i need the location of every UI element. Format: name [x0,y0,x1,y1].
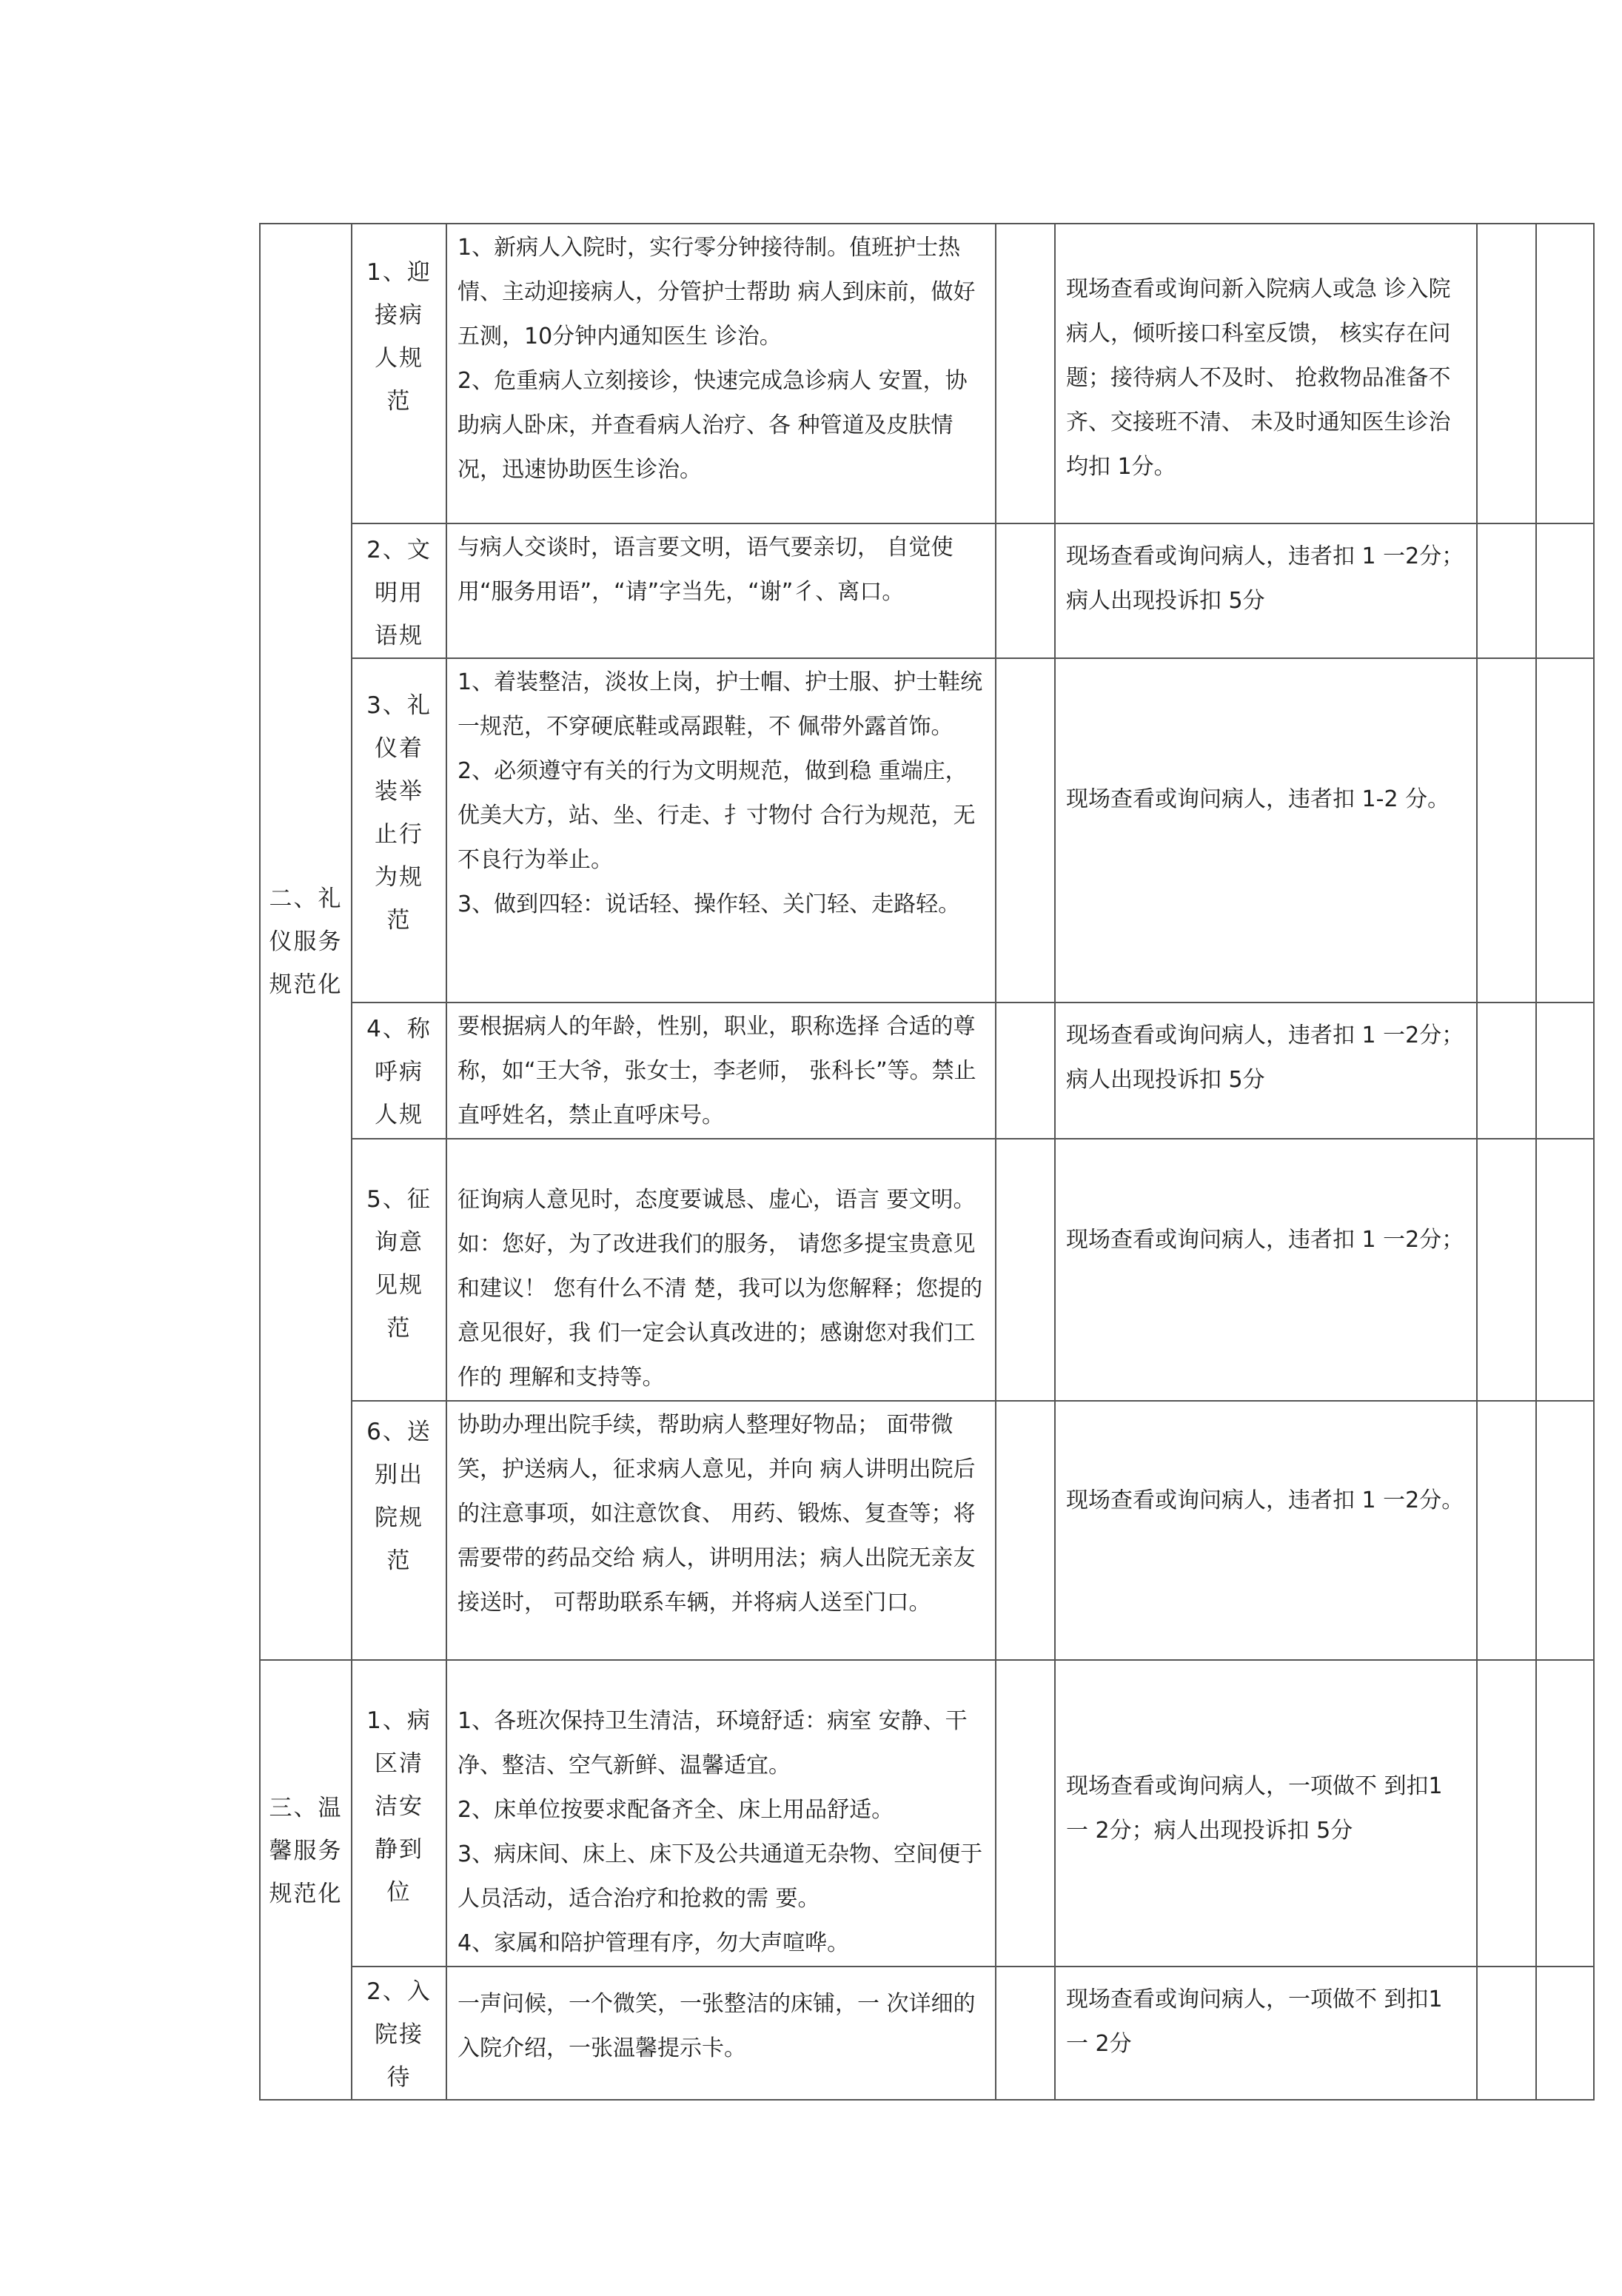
blank-cell [996,658,1055,1003]
table-row [260,1401,1594,1660]
standard-cell [446,224,996,523]
category-label: 三、温馨服务规范化 [269,1795,343,1907]
table-row [260,1003,1594,1139]
item-name-cell [352,523,446,658]
score-cell [1477,1401,1536,1660]
standard-cell [446,658,996,1003]
criteria-cell [1055,658,1477,1003]
standard-text: 征询病人意见时，态度要诚恳、虚心，语言 要文明。如：您好，为了改进我们的服务， 请您多提宝贵意见和建议！ 您有什么不清 楚，我可以为您解释；您提的意见很好，我 们一定会认真改进的；感谢您对我们工作的 理解和支持等。 [458,1187,983,1390]
standard-text: 一声问候，一个微笑，一张整洁的床铺，一 次详细的入院介绍，一张温馨提示卡。 [458,1991,976,2061]
criteria-cell [1055,224,1477,523]
standard-cell [446,1003,996,1139]
score-cell [1477,658,1536,1003]
score-cell [1477,1003,1536,1139]
remark-cell [1536,1967,1594,2100]
criteria-text: 现场查看或询问病人，违者扣 1 一2分； [1066,1227,1464,1253]
standard-text: 4、家属和陪护管理有序，勿大声喧哗。 [458,1930,850,1956]
criteria-text: 现场查看或询问新入院病人或急 诊入院病人，倾听接口科室反馈， 核实存在问题；接待病人不及时、 抢救物品准备不齐、交接班不清、 未及时通知医生诊治均扣 1分。 [1066,276,1451,480]
remark-cell [1536,523,1594,658]
score-cell [1477,1139,1536,1401]
item-name: 1、迎接病人规范 [366,259,432,415]
standard-cell [446,1967,996,2100]
remark-cell [1536,1401,1594,1660]
table-row [260,224,1594,523]
standard-text: 1、各班次保持卫生清洁，环境舒适：病室 安静、干净、整洁、空气新鲜、温馨适宜。 [458,1708,968,1778]
criteria-text: 现场查看或询问病人，违者扣 1 一2分；病人出现投诉扣 5分 [1066,1023,1464,1093]
standard-text: 协助办理出院手续，帮助病人整理好物品； 面带微笑，护送病人，征求病人意见，并向 病人讲明出院后的注意事项，如注意饮食、 用药、锻炼、复查等；将需要带的药品交给 病人，讲明用法；病人出院无亲友接送时， 可帮助联系车辆，并将病人送至门口。 [458,1412,976,1616]
item-name-cell [352,1401,446,1660]
item-name: 4、称呼病人规 [366,1016,432,1128]
table-row [260,523,1594,658]
blank-cell [996,523,1055,658]
table-row [260,1139,1594,1401]
table-row [260,1967,1594,2100]
item-name-cell [352,658,446,1003]
item-name: 3、礼仪着装举止行为规范 [366,692,432,934]
item-name-cell [352,224,446,523]
standard-text: 1、新病人入院时，实行零分钟接待制。值班护士热情、主动迎接病人，分管护士帮助 病人到床前，做好五测，10分钟内通知医生 诊治。 [458,235,976,349]
criteria-text: 现场查看或询问病人，违者扣 1 一2分。 [1066,1487,1464,1513]
category-label: 二、礼仪服务规范化 [269,886,343,998]
score-cell [1477,224,1536,523]
table-row [260,658,1594,1003]
criteria-cell [1055,1660,1477,1967]
remark-cell [1536,224,1594,523]
evaluation-table [259,223,1595,2101]
standard-text: 3、病床间、床上、床下及公共通道无杂物、空间便于人员活动，适合治疗和抢救的需 要。 [458,1841,983,1912]
category-cell [260,1660,352,2100]
score-cell [1477,1967,1536,2100]
item-name: 2、入院接待 [366,1978,432,2091]
standard-cell [446,1139,996,1401]
item-name: 5、征询意见规范 [366,1186,432,1342]
remark-cell [1536,658,1594,1003]
criteria-text: 现场查看或询问病人，违者扣 1-2 分。 [1066,786,1450,812]
blank-cell [996,1660,1055,1967]
standard-cell [446,523,996,658]
standard-text: 2、必须遵守有关的行为文明规范，做到稳 重端庄，优美大方，站、坐、行走、扌寸物付 合行为规范，无不良行为举止。 [458,758,976,873]
criteria-cell [1055,1139,1477,1401]
blank-cell [996,1003,1055,1139]
item-name: 2、文明用语规 [366,537,432,649]
item-name-cell [352,1139,446,1401]
item-name: 6、送别出院规范 [366,1419,432,1574]
score-cell [1477,523,1536,658]
standard-text: 要根据病人的年龄，性别，职业，职称选择 合适的尊称，如“王大爷，张女士，李老师， 张科长”等。禁止直呼姓名，禁止直呼床号。 [458,1014,976,1128]
criteria-text: 现场查看或询问病人，违者扣 1 一2分；病人出现投诉扣 5分 [1066,543,1464,614]
category-cell [260,224,352,1660]
criteria-text: 现场查看或询问病人，一项做不 到扣1 一 2分；病人出现投诉扣 5分 [1066,1773,1443,1844]
criteria-cell [1055,1003,1477,1139]
item-name-cell [352,1660,446,1967]
blank-cell [996,1967,1055,2100]
item-name: 1、病区清洁安静到位 [366,1707,432,1906]
blank-cell [996,1401,1055,1660]
criteria-text: 现场查看或询问病人，一项做不 到扣1 一 2分 [1066,1987,1443,2057]
standard-text: 2、床单位按要求配备齐全、床上用品舒适。 [458,1797,894,1823]
blank-cell [996,1139,1055,1401]
criteria-cell [1055,1967,1477,2100]
remark-cell [1536,1660,1594,1967]
standard-text: 2、危重病人立刻接诊，快速完成急诊病人 安置，协助病人卧床，并查看病人治疗、各 种管道及皮肤情况，迅速协助医生诊治。 [458,368,968,483]
item-name-cell [352,1967,446,2100]
standard-cell [446,1401,996,1660]
remark-cell [1536,1139,1594,1401]
blank-cell [996,224,1055,523]
standard-cell [446,1660,996,1967]
score-cell [1477,1660,1536,1967]
criteria-cell [1055,1401,1477,1660]
item-name-cell [352,1003,446,1139]
standard-text: 1、着装整洁，淡妆上岗，护士帽、护士服、护士鞋统一规范，不穿硬底鞋或鬲跟鞋，不 佩带外露首饰。 [458,669,983,740]
standard-text: 3、做到四轻：说话轻、操作轻、关门轻、走路轻。 [458,891,961,917]
remark-cell [1536,1003,1594,1139]
standard-text: 与病人交谈时，语言要文明，语气要亲切， 自觉使用“服务用语”，“请”字当先，“谢”彳、离口。 [458,535,954,605]
table-row [260,1660,1594,1967]
criteria-cell [1055,523,1477,658]
